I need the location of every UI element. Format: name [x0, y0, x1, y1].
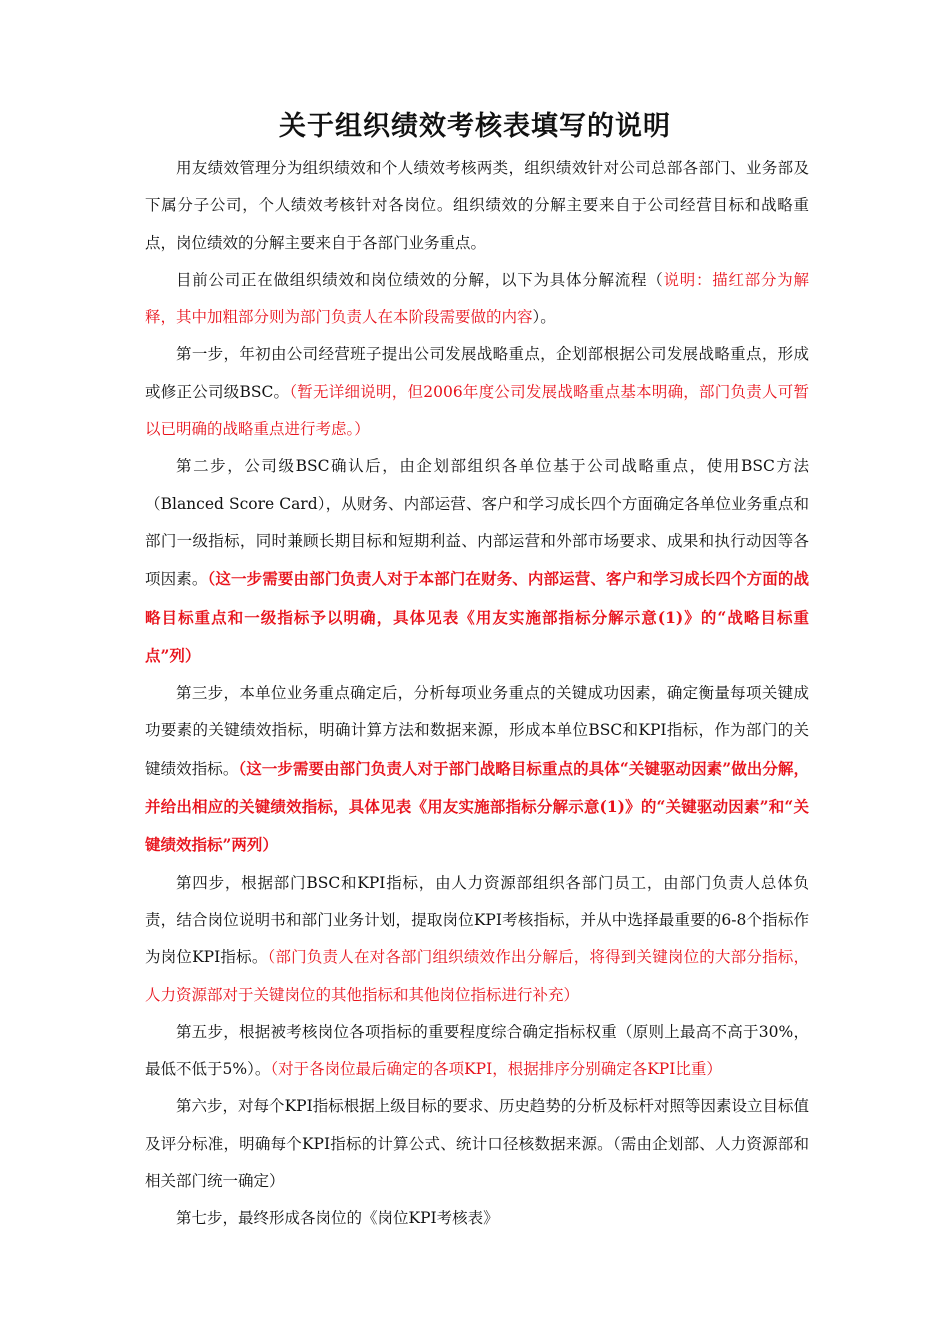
paragraph-text: 第六步，对每个KPI指标根据上级目标的要求、历史趋势的分析及标杆对照等因素设立目标值及评分标准，明确每个KPI指标的计算公式、统计口径核数据来源。（需由企划部、人力资源部和相关部门统一确定）: [145, 1097, 809, 1191]
highlighted-note: （这一步需要由部门负责人对于本部门在财务、内部运营、客户和学习成长四个方面的战略目标重点和一级指标予以明确，具体见表《用友实施部指标分解示意(1)》的“战略目标重点”列）: [145, 569, 809, 665]
highlighted-note: （对于各岗位最后确定的各项KPI，根据排序分别确定各KPI比重）: [270, 1060, 722, 1079]
paragraph-5: [145, 675, 809, 864]
paragraph-1: [145, 150, 809, 262]
document-body: [145, 150, 809, 1238]
paragraph-text: 第七步，最终形成各岗位的《岗位KPI考核表》: [176, 1209, 499, 1228]
paragraph-text: 第一步，年初由公司经营班子提出公司发展战略重点，企划部根据公司发展战略重点，形成或修正公司级BSC。: [145, 345, 809, 401]
paragraph-7: [145, 1014, 809, 1089]
paragraph-2: [145, 262, 809, 337]
paragraph-text: 第二步，公司级BSC确认后，由企划部组织各单位基于公司战略重点，使用BSC方法（Blanced Score Card），从财务、内部运营、客户和学习成长四个方面确定各单位业务重点和部门一级指标，同时兼顾长期目标和短期利益、内部运营和外部市场要求、成果和执行动因等各项因素。: [145, 457, 809, 589]
paragraph-text: ）。: [532, 308, 556, 327]
paragraph-4: [145, 448, 809, 675]
paragraph-text: 用友绩效管理分为组织绩效和个人绩效考核两类，组织绩效针对公司总部各部门、业务部及下属分子公司，个人绩效考核针对各岗位。组织绩效的分解主要来自于公司经营目标和战略重点，岗位绩效的分解主要来自于各部门业务重点。: [145, 159, 809, 252]
paragraph-3: [145, 336, 809, 448]
highlighted-note: 说明：描红部分为解释，其中加粗部分则为部门负责人在本阶段需要做的内容: [145, 270, 809, 327]
paragraph-9: [145, 1200, 809, 1237]
highlighted-note: （暂无详细说明，但2006年度公司发展战略重点基本明确，部门负责人可暂以已明确的战略重点进行考虑。）: [145, 382, 810, 439]
highlighted-note: （部门负责人在对各部门组织绩效作出分解后，将得到关键岗位的大部分指标，人力资源部对于关键岗位的其他指标和其他岗位指标进行补充）: [145, 948, 809, 1004]
page-title: 关于组织绩效考核表填写的说明: [279, 111, 671, 142]
paragraph-text: 第五步，根据被考核岗位各项指标的重要程度综合确定指标权重（原则上最高不高于30%，最低不低于5%）。: [145, 1022, 809, 1079]
paragraph-text: 第四步，根据部门BSC和KPI指标，由人力资源部组织各部门员工，由部门负责人总体负责，结合岗位说明书和部门业务计划，提取岗位KPI考核指标，并从中选择最重要的6-8个指标作为岗位KPI指标。: [145, 873, 809, 967]
highlighted-note: （这一步需要由部门负责人对于部门战略目标重点的具体“关键驱动因素”做出分解，并给出相应的关键绩效指标，具体见表《用友实施部指标分解示意(1)》的“关键驱动因素”和“关键绩效指标”两列）: [145, 758, 809, 855]
paragraph-text: 目前公司正在做组织绩效和岗位绩效的分解，以下为具体分解流程（: [176, 270, 664, 289]
paragraph-text: 第三步，本单位业务重点确定后，分析每项业务重点的关键成功因素，确定衡量每项关键成功要素的关键绩效指标，明确计算方法和数据来源，形成本单位BSC和KPI指标，作为部门的关键绩效指标。: [145, 684, 809, 778]
paragraph-8: [145, 1088, 809, 1200]
paragraph-6: [145, 865, 809, 1014]
